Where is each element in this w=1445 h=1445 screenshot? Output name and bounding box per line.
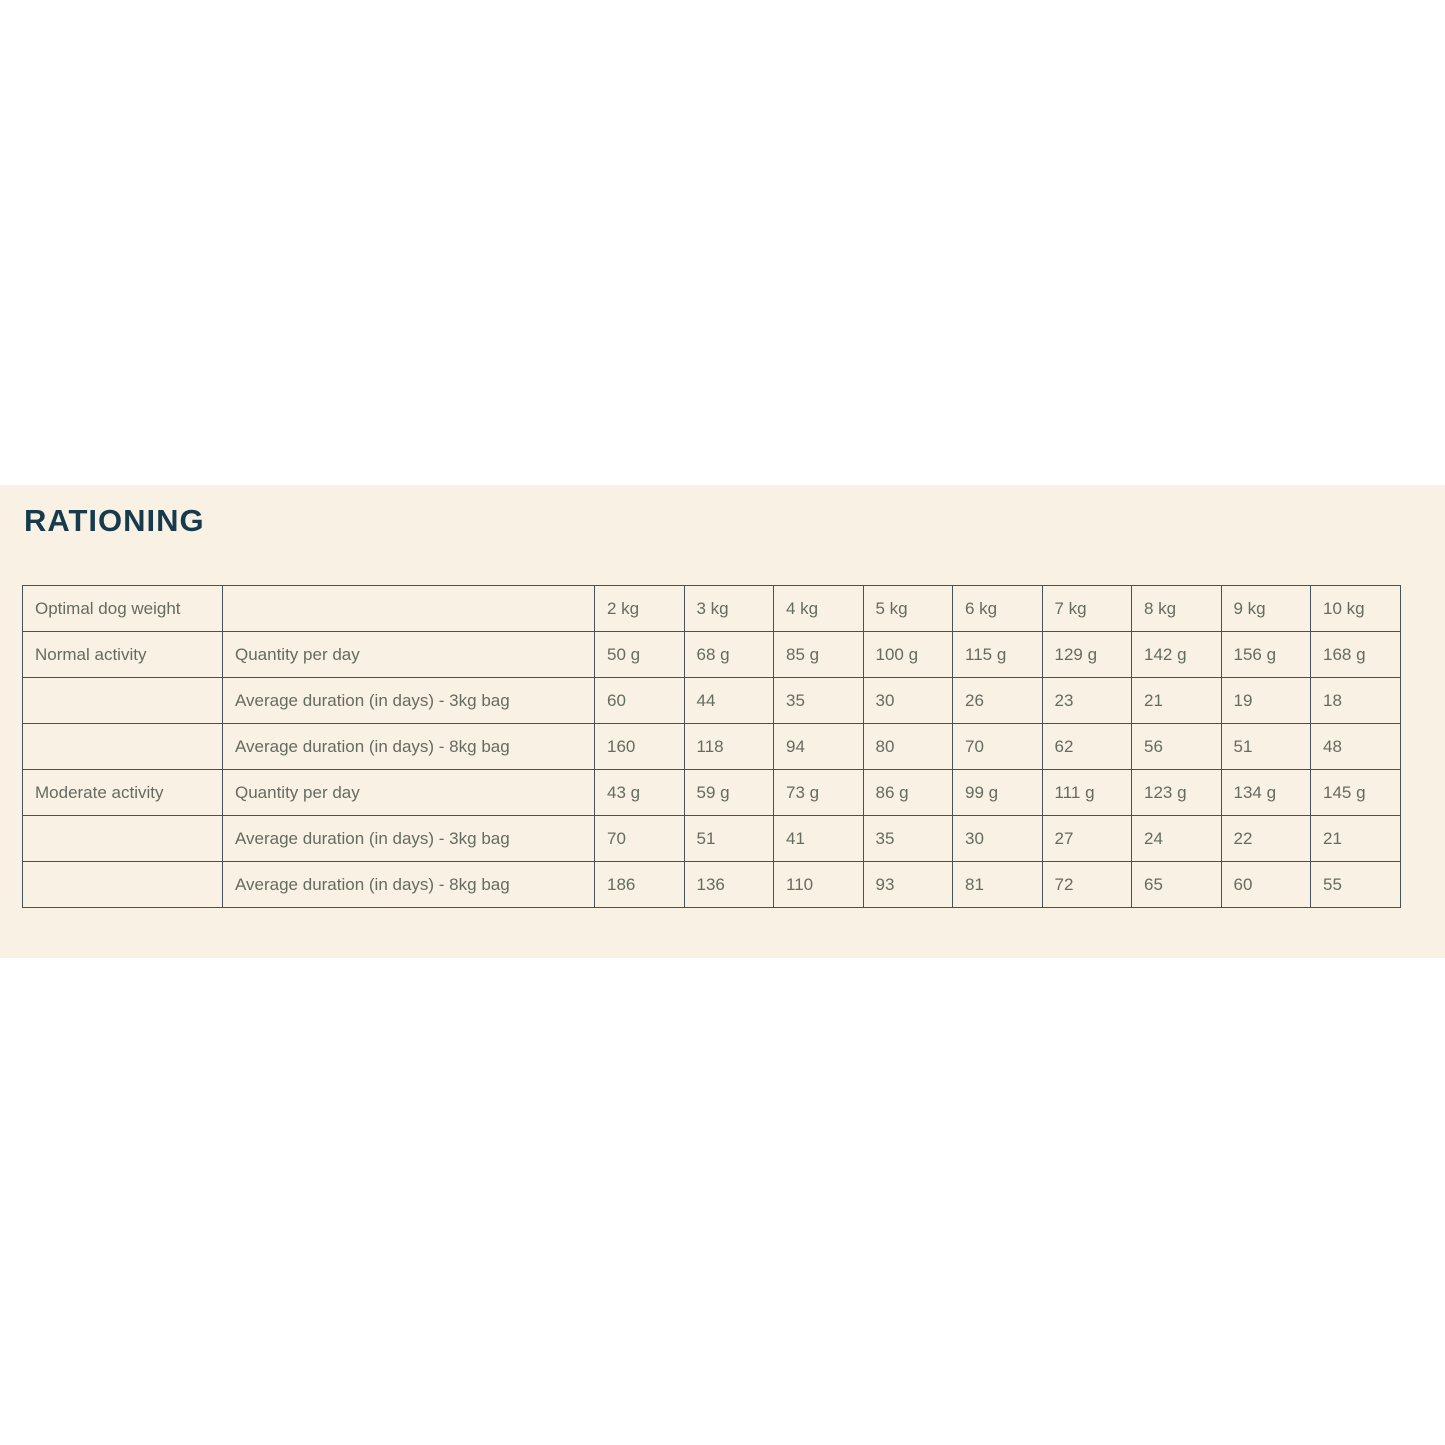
value-cell: 94 — [774, 724, 864, 770]
value-cell: 23 — [1042, 678, 1132, 724]
value-cell: 51 — [684, 816, 774, 862]
value-cell: 62 — [1042, 724, 1132, 770]
value-cell: 44 — [684, 678, 774, 724]
value-cell: 99 g — [953, 770, 1043, 816]
value-cell: 30 — [953, 816, 1043, 862]
value-cell: 123 g — [1132, 770, 1222, 816]
metric-label-cell: Average duration (in days) - 8kg bag — [223, 862, 595, 908]
value-cell: 26 — [953, 678, 1043, 724]
value-cell: 118 — [684, 724, 774, 770]
activity-label-cell — [23, 816, 223, 862]
activity-label-cell: Moderate activity — [23, 770, 223, 816]
value-cell: 70 — [953, 724, 1043, 770]
value-cell: 85 g — [774, 632, 864, 678]
weight-header-cell: 10 kg — [1311, 586, 1401, 632]
value-cell: 55 — [1311, 862, 1401, 908]
weight-header-cell: 2 kg — [595, 586, 685, 632]
value-cell: 129 g — [1042, 632, 1132, 678]
value-cell: 134 g — [1221, 770, 1311, 816]
table-row — [23, 678, 1401, 724]
value-cell: 160 — [595, 724, 685, 770]
value-cell: 110 — [774, 862, 864, 908]
weight-header-cell: 6 kg — [953, 586, 1043, 632]
value-cell: 24 — [1132, 816, 1222, 862]
value-cell: 19 — [1221, 678, 1311, 724]
value-cell: 93 — [863, 862, 953, 908]
metric-label-cell: Average duration (in days) - 3kg bag — [223, 678, 595, 724]
value-cell: 156 g — [1221, 632, 1311, 678]
weight-header-cell: 3 kg — [684, 586, 774, 632]
value-cell: 43 g — [595, 770, 685, 816]
value-cell: 35 — [863, 816, 953, 862]
weight-header-cell: 5 kg — [863, 586, 953, 632]
table-row — [23, 862, 1401, 908]
value-cell: 60 — [595, 678, 685, 724]
table-row-header — [23, 586, 1401, 632]
value-cell: 59 g — [684, 770, 774, 816]
activity-label-cell — [23, 724, 223, 770]
value-cell: 81 — [953, 862, 1043, 908]
value-cell: 73 g — [774, 770, 864, 816]
value-cell: 30 — [863, 678, 953, 724]
value-cell: 115 g — [953, 632, 1043, 678]
weight-header-cell: 8 kg — [1132, 586, 1222, 632]
weight-header-cell: 7 kg — [1042, 586, 1132, 632]
activity-label-cell — [23, 678, 223, 724]
value-cell: 68 g — [684, 632, 774, 678]
table-row — [23, 632, 1401, 678]
value-cell: 22 — [1221, 816, 1311, 862]
table-row — [23, 724, 1401, 770]
value-cell: 111 g — [1042, 770, 1132, 816]
value-cell: 41 — [774, 816, 864, 862]
value-cell: 48 — [1311, 724, 1401, 770]
value-cell: 18 — [1311, 678, 1401, 724]
value-cell: 72 — [1042, 862, 1132, 908]
header-cell — [223, 586, 595, 632]
rationing-section — [0, 485, 1445, 958]
value-cell: 168 g — [1311, 632, 1401, 678]
metric-label-cell: Average duration (in days) - 8kg bag — [223, 724, 595, 770]
value-cell: 100 g — [863, 632, 953, 678]
section-title: RATIONING — [24, 503, 205, 538]
activity-label-cell: Normal activity — [23, 632, 223, 678]
value-cell: 21 — [1311, 816, 1401, 862]
table-row — [23, 816, 1401, 862]
value-cell: 21 — [1132, 678, 1222, 724]
value-cell: 56 — [1132, 724, 1222, 770]
value-cell: 65 — [1132, 862, 1222, 908]
value-cell: 60 — [1221, 862, 1311, 908]
value-cell: 86 g — [863, 770, 953, 816]
weight-header-cell: 4 kg — [774, 586, 864, 632]
value-cell: 50 g — [595, 632, 685, 678]
value-cell: 27 — [1042, 816, 1132, 862]
metric-label-cell: Quantity per day — [223, 632, 595, 678]
metric-label-cell: Quantity per day — [223, 770, 595, 816]
rationing-table — [22, 585, 1401, 908]
value-cell: 145 g — [1311, 770, 1401, 816]
value-cell: 186 — [595, 862, 685, 908]
value-cell: 80 — [863, 724, 953, 770]
value-cell: 35 — [774, 678, 864, 724]
value-cell: 70 — [595, 816, 685, 862]
activity-label-cell — [23, 862, 223, 908]
weight-header-cell: 9 kg — [1221, 586, 1311, 632]
table-row — [23, 770, 1401, 816]
metric-label-cell: Average duration (in days) - 3kg bag — [223, 816, 595, 862]
header-cell: Optimal dog weight — [23, 586, 223, 632]
value-cell: 136 — [684, 862, 774, 908]
value-cell: 142 g — [1132, 632, 1222, 678]
value-cell: 51 — [1221, 724, 1311, 770]
